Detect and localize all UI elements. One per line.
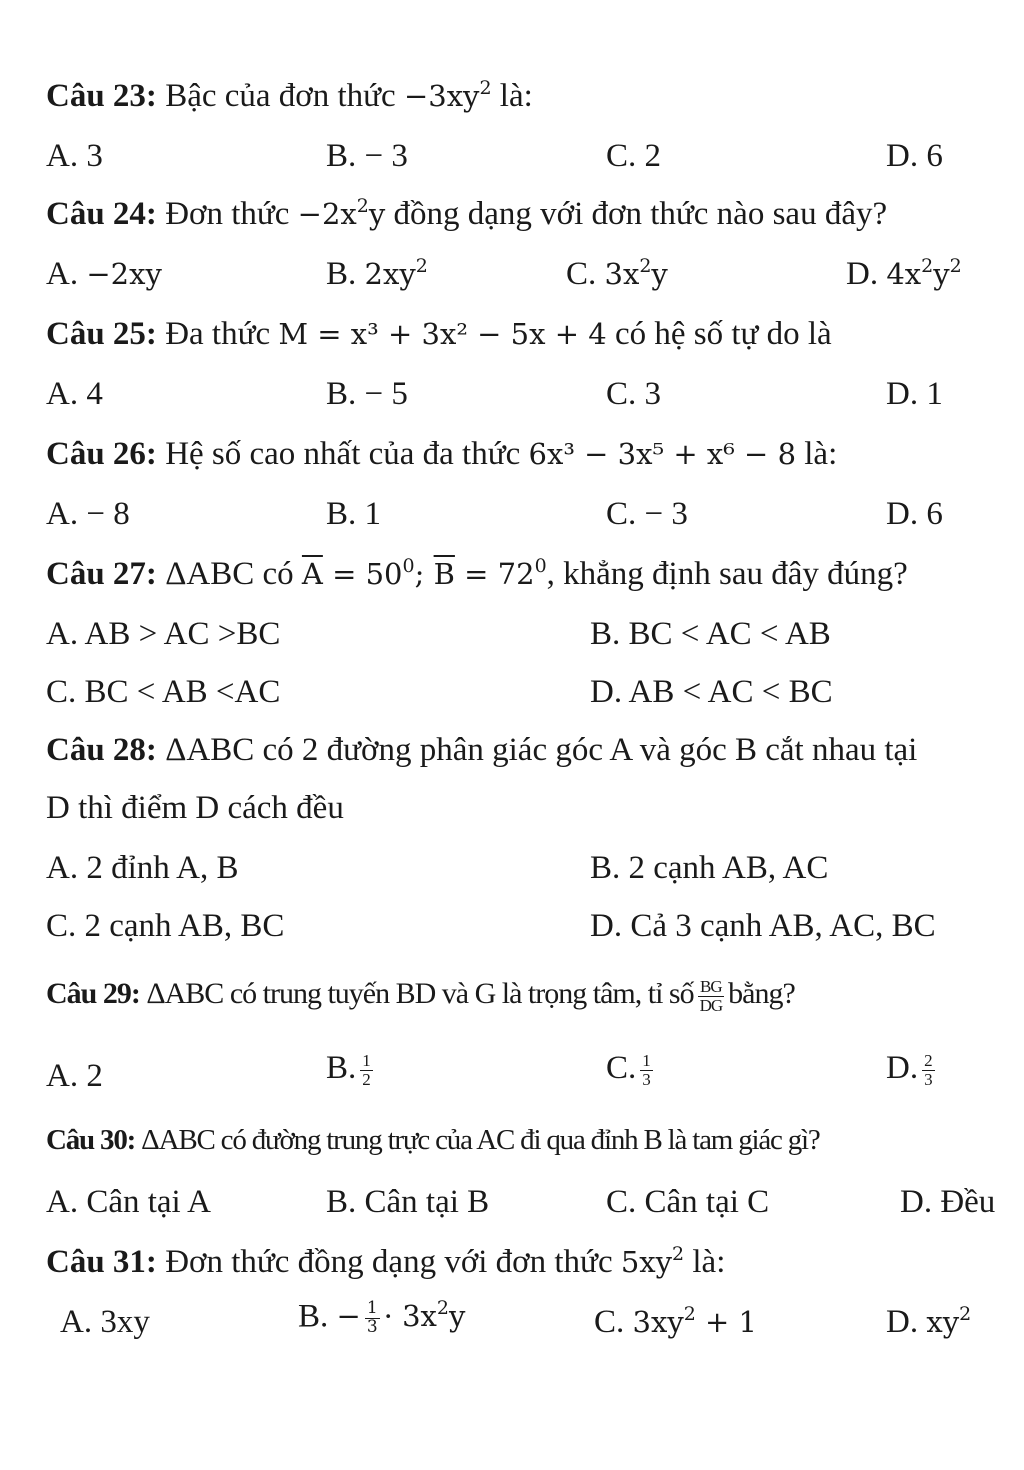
q27-option-b[interactable]: B. BC < AC < AB: [590, 616, 831, 652]
math-expr: $5xy^2$: [620, 1243, 685, 1279]
question-label: Câu 24:: [46, 196, 157, 232]
question-label: Câu 28:: [46, 732, 157, 768]
question-text: ΔABC có đường trung trực của AC đi qua đỉnh B là tam giác gì?: [141, 1124, 820, 1156]
q29-option-c[interactable]: C. $\frac{1}{3}$: [606, 1050, 651, 1089]
question-text-end: đồng dạng với đơn thức nào sau đây?: [393, 196, 888, 232]
q24-option-d[interactable]: D. $4x^2y^2$: [846, 255, 962, 292]
question-27: [46, 555, 908, 592]
q26-option-b[interactable]: B. 1: [326, 496, 382, 532]
question-29: [46, 978, 795, 1015]
q27-option-d[interactable]: D. AB < AC < BC: [590, 674, 833, 710]
q29-option-a[interactable]: A. 2: [46, 1058, 103, 1094]
q31-option-d[interactable]: D. $xy^2$: [886, 1303, 972, 1340]
q30-option-d[interactable]: D. Đều: [900, 1184, 996, 1220]
question-text: ΔABC có 2 đường phân giác góc A và góc B cắt nhau tại: [165, 732, 918, 768]
q26-option-c[interactable]: C. − 3: [606, 496, 688, 532]
question-28-line2: D thì điểm D cách đều: [46, 790, 344, 826]
q24-option-c[interactable]: C. $3x^2y$: [566, 255, 668, 292]
q30-option-c[interactable]: C. Cân tại C: [606, 1184, 770, 1220]
question-text-end: , khẳng định sau đây đúng?: [546, 556, 908, 592]
q28-option-a[interactable]: A. 2 đỉnh A, B: [46, 850, 239, 886]
math-expr: $\overline{A} = 50^0$; $\overline{B} = 72^0$: [301, 555, 547, 591]
math-expr: M = x³ + 3x² − 5x + 4: [278, 317, 607, 351]
q28-option-b[interactable]: B. 2 cạnh AB, AC: [590, 850, 829, 886]
ratio-fraction: $\frac{BG}{DG}$: [699, 977, 723, 1015]
q31-option-b[interactable]: B. − $\frac{1}{3}$ · $3x^2y$: [298, 1297, 466, 1337]
q27-option-a[interactable]: A. AB > AC >BC: [46, 616, 281, 652]
q29-option-d[interactable]: D. $\frac{2}{3}$: [886, 1050, 933, 1089]
question-text: Hệ số cao nhất của đa thức: [165, 436, 521, 472]
question-31: [46, 1243, 726, 1280]
q24-option-b[interactable]: B. $2xy^2$: [326, 255, 428, 292]
q25-option-d[interactable]: D. 1: [886, 376, 943, 412]
question-text-end: là:: [692, 1244, 726, 1280]
question-text-end: bằng?: [728, 977, 795, 1011]
question-23: [46, 77, 533, 114]
question-label: Câu 25:: [46, 316, 157, 352]
question-24: [46, 195, 888, 232]
question-30: [46, 1126, 820, 1155]
question-label: Câu 26:: [46, 436, 157, 472]
question-label: Câu 27:: [46, 556, 157, 592]
question-text-end: là:: [499, 78, 533, 114]
question-text: ΔABC có: [165, 556, 294, 592]
question-label: Câu 31:: [46, 1244, 157, 1280]
question-text: ΔABC có trung tuyến BD và G là trọng tâm, tỉ số: [146, 977, 694, 1011]
question-28: [46, 734, 917, 767]
question-label: Câu 23:: [46, 78, 157, 114]
question-label: Câu 29:: [46, 977, 140, 1011]
q29-option-b[interactable]: B. $\frac{1}{2}$: [326, 1050, 371, 1089]
question-text: Đơn thức đồng dạng với đơn thức: [165, 1244, 613, 1280]
q23-option-c[interactable]: C. 2: [606, 138, 662, 174]
q31-option-c[interactable]: C. $3xy^2 + 1$: [594, 1303, 757, 1340]
q25-option-b[interactable]: B. − 5: [326, 376, 408, 412]
question-text-end: có hệ số tự do là: [614, 316, 832, 352]
q23-option-d[interactable]: D. 6: [886, 138, 943, 174]
q25-option-c[interactable]: C. 3: [606, 376, 662, 412]
math-expr: 6x³ − 3x⁵ + x⁶ − 8: [528, 437, 797, 471]
question-text: Đơn thức: [165, 196, 290, 232]
q27-option-c[interactable]: C. BC < AB <AC: [46, 674, 281, 710]
question-text: Đa thức: [165, 316, 271, 352]
q31-option-a[interactable]: A. 3xy: [60, 1304, 150, 1340]
question-text-end: là:: [804, 436, 838, 472]
math-expr: $-2x^2y$: [297, 195, 386, 231]
question-text: Bậc của đơn thức: [165, 78, 396, 114]
q28-option-c[interactable]: C. 2 cạnh AB, BC: [46, 908, 285, 944]
question-label: Câu 30:: [46, 1124, 136, 1156]
q23-option-b[interactable]: B. − 3: [326, 138, 408, 174]
q26-option-a[interactable]: A. − 8: [46, 496, 130, 532]
q30-option-b[interactable]: B. Cân tại B: [326, 1184, 490, 1220]
question-25: [46, 318, 832, 351]
q30-option-a[interactable]: A. Cân tại A: [46, 1184, 211, 1220]
question-26: [46, 438, 837, 471]
q26-option-d[interactable]: D. 6: [886, 496, 943, 532]
math-expr: $-3xy^2$: [403, 77, 492, 113]
q23-option-a[interactable]: A. 3: [46, 138, 103, 174]
q24-option-a[interactable]: A. −2xy: [46, 256, 162, 292]
q28-option-d[interactable]: D. Cả 3 cạnh AB, AC, BC: [590, 908, 936, 944]
q25-option-a[interactable]: A. 4: [46, 376, 103, 412]
